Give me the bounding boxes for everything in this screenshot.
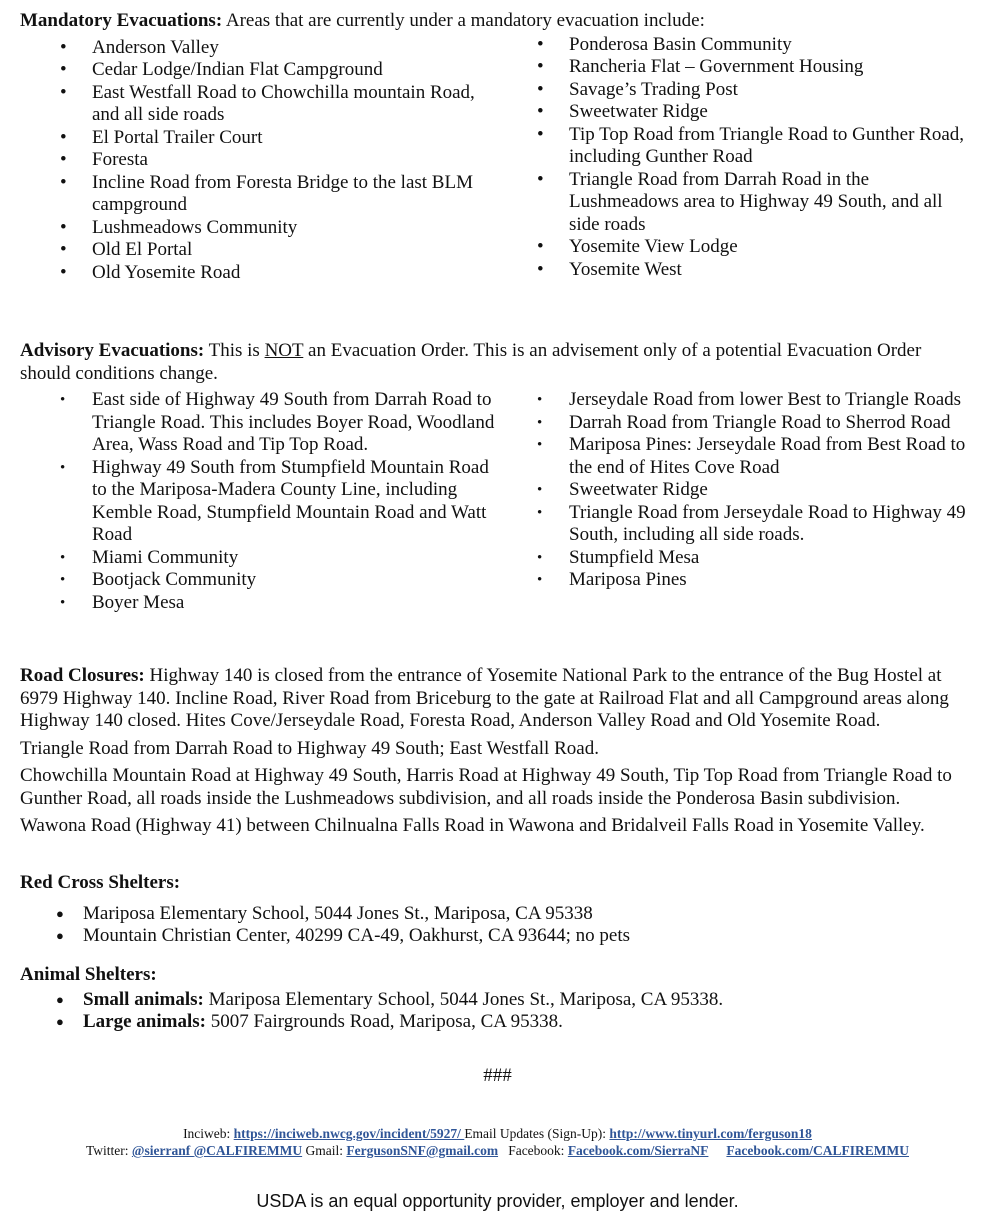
list-item: ● Mountain Christian Center, 40299 CA-49, Oakhurst, CA 93644; no pets [20, 925, 975, 948]
list-item: • Anderson Valley [20, 37, 497, 60]
footer-links [20, 1125, 975, 1159]
advisory-intro-not: NOT [264, 340, 304, 361]
list-item: • Sweetwater Ridge [497, 479, 974, 502]
list-item: • Triangle Road from Darrah Road in the Lushmeadows area to Highway 49 South, and all side roads [497, 169, 974, 237]
list-item: ● Mariposa Elementary School, 5044 Jones St., Mariposa, CA 95338 [20, 903, 975, 926]
mandatory-heading: Mandatory Evacuations: [20, 10, 223, 31]
road-closures-section [20, 665, 975, 843]
footer-line-2 [20, 1142, 975, 1159]
advisory-right-list [497, 389, 974, 592]
mandatory-right-column [497, 34, 974, 285]
advisory-left-list [20, 389, 497, 614]
list-item: • Ponderosa Basin Community [497, 34, 974, 57]
list-item: • Incline Road from Foresta Bridge to the last BLM campground [20, 172, 497, 217]
list-item: • Triangle Road from Jerseydale Road to Highway 49 South, including all side roads. [497, 502, 974, 547]
twitter-calfiremmu-link[interactable]: @CALFIREMMU [193, 1143, 303, 1158]
end-marker: ### [483, 1065, 512, 1086]
list-item: • Rancheria Flat – Government Housing [497, 56, 974, 79]
list-item: • Old El Portal [20, 239, 497, 262]
list-item: • East Westfall Road to Chowchilla mountain Road, and all side roads [20, 82, 497, 127]
road-closures-text-1: Highway 140 is closed from the entrance of Yosemite National Park to the entrance of the Bug Hostel at 6979 Highway 140. Incline Road, River Road from Briceburg to the gate at Railroad Flat and all Campground areas along Highway 140 closed. Hites Cove/Jerseydale Road, Foresta Road, Anderson Valley Road and Old Yosemite Road. [20, 665, 949, 731]
list-item: • Foresta [20, 149, 497, 172]
list-item: • East side of Highway 49 South from Darrah Road to Triangle Road. This includes Boyer Road, Woodland Area, Wass Road and Tip Top Road. [20, 389, 497, 457]
list-item: • Bootjack Community [20, 569, 497, 592]
list-item: • Sweetwater Ridge [497, 101, 974, 124]
gmail-label: Gmail: [302, 1143, 347, 1158]
red-cross-heading [20, 872, 975, 895]
animal-heading [20, 964, 975, 987]
mandatory-right-list [497, 34, 974, 282]
list-item: • Cedar Lodge/Indian Flat Campground [20, 59, 497, 82]
road-closures-p1 [20, 665, 975, 733]
usda-statement: USDA is an equal opportunity provider, employer and lender. [256, 1191, 739, 1211]
advisory-left-column [20, 389, 497, 614]
list-item: • El Portal Trailer Court [20, 127, 497, 150]
list-item: • Savage’s Trading Post [497, 79, 974, 102]
animal-heading-text: Animal Shelters: [20, 964, 157, 985]
red-cross-heading-text: Red Cross Shelters: [20, 872, 181, 893]
mandatory-left-column [20, 37, 497, 285]
list-item [20, 989, 975, 1012]
inciweb-link[interactable]: https://inciweb.nwcg.gov/incident/5927/ [233, 1126, 465, 1141]
list-item: • Lushmeadows Community [20, 217, 497, 240]
animal-shelters-section [20, 964, 975, 1034]
advisory-heading: Advisory Evacuations: [20, 340, 205, 361]
advisory-intro-b: an Evacuation Order. This is an advisement only of a potential Evacuation Order should conditions change. [20, 340, 922, 384]
inciweb-label: Inciweb: [183, 1126, 234, 1141]
list-item: • Mariposa Pines [497, 569, 974, 592]
list-item: • Jerseydale Road from lower Best to Triangle Roads [497, 389, 974, 412]
list-item: • Old Yosemite Road [20, 262, 497, 285]
advisory-intro-a: This is [204, 340, 265, 361]
small-animals-label: Small animals: [83, 988, 204, 1010]
footer-line-1 [20, 1125, 975, 1142]
red-cross-list [20, 903, 975, 948]
road-closures-heading: Road Closures: [20, 665, 145, 686]
list-item [20, 1011, 975, 1034]
list-item: • Stumpfield Mesa [497, 547, 974, 570]
gmail-link[interactable]: FergusonSNF@gmail.com [346, 1143, 499, 1158]
mandatory-left-list [20, 37, 497, 285]
mandatory-heading-line [20, 10, 974, 33]
large-animals-label: Large animals: [83, 1011, 206, 1032]
mandatory-intro: Areas that are currently under a mandatory evacuation include: [222, 10, 705, 31]
facebook-sierranf-link[interactable]: Facebook.com/SierraNF [567, 1143, 709, 1158]
large-animals-text: 5007 Fairgrounds Road, Mariposa, CA 95338. [205, 1011, 563, 1032]
road-closures-p4: Wawona Road (Highway 41) between Chilnualna Falls Road in Wawona and Bridalveil Falls Road in Yosemite Valley. [20, 815, 925, 836]
twitter-sierranf-link[interactable]: @sierranf [131, 1143, 194, 1158]
small-animals-text: Mariposa Elementary School, 5044 Jones St., Mariposa, CA 95338. [203, 988, 724, 1010]
facebook-calfiremmu-link[interactable]: Facebook.com/CALFIREMMU [726, 1143, 910, 1158]
advisory-heading-line [20, 340, 975, 385]
advisory-right-column [497, 389, 974, 614]
email-updates-link[interactable]: http://www.tinyurl.com/ferguson18 [609, 1126, 812, 1141]
list-item: • Miami Community [20, 547, 497, 570]
email-updates-label: Email Updates (Sign-Up): [464, 1126, 610, 1141]
mandatory-evacuations-section [20, 10, 974, 284]
mandatory-columns [20, 33, 974, 285]
list-item: • Highway 49 South from Stumpfield Mountain Road to the Mariposa-Madera County Line, including Kemble Road, Stumpfield Mountain Road and Watt Road [20, 457, 497, 547]
animal-list [20, 989, 975, 1034]
list-item: • Mariposa Pines: Jerseydale Road from Best Road to the end of Hites Cove Road [497, 434, 974, 479]
advisory-evacuations-section [20, 340, 975, 614]
facebook-label: Facebook: [498, 1143, 568, 1158]
red-cross-shelters-section [20, 872, 975, 948]
road-closures-p2: Triangle Road from Darrah Road to Highway 49 South; East Westfall Road. [20, 737, 599, 759]
twitter-label: Twitter: [85, 1143, 132, 1158]
list-item: • Tip Top Road from Triangle Road to Gunther Road, including Gunther Road [497, 124, 974, 169]
list-item: • Boyer Mesa [20, 592, 497, 615]
road-closures-p3: Chowchilla Mountain Road at Highway 49 South, Harris Road at Highway 49 South, Tip Top Road from Triangle Road to Gunther Road, all roads inside the Lushmeadows subdivision, and all roads inside the Ponderosa Basin subdivision. [20, 765, 952, 809]
list-item: • Darrah Road from Triangle Road to Sherrod Road [497, 412, 974, 435]
list-item: • Yosemite View Lodge [497, 236, 974, 259]
list-item: • Yosemite West [497, 259, 974, 282]
advisory-columns [20, 389, 975, 614]
